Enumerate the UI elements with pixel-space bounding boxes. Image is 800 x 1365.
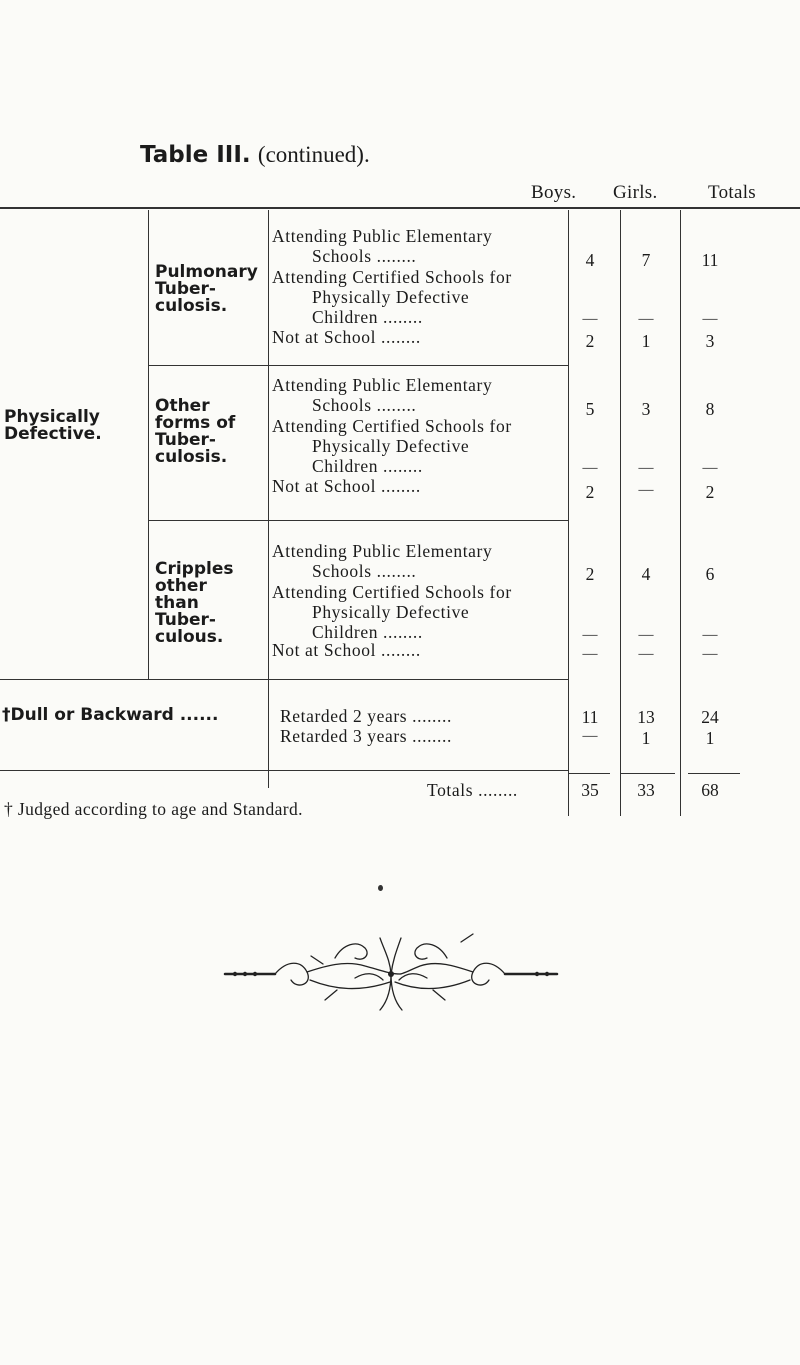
totals-label: Totals ........	[427, 780, 518, 800]
cell-value: 8	[705, 399, 715, 419]
group-label-other-forms	[155, 398, 235, 466]
row-text: Children ........	[312, 622, 423, 642]
cell-value: 4	[641, 564, 651, 584]
cell-value: 1	[641, 728, 651, 748]
group-rule-2	[148, 520, 568, 521]
totals-rule-girls	[620, 773, 675, 774]
row-text: Schools ........	[312, 561, 417, 581]
header-rule	[0, 207, 800, 209]
vertical-rule-rows	[268, 210, 269, 788]
cell-value: —	[638, 311, 654, 327]
footnote: † Judged according to age and Standard.	[4, 799, 303, 819]
row-text: Attending Certified Schools for	[272, 582, 512, 602]
totals-rule-boys	[568, 773, 610, 774]
cell-value: —	[638, 460, 654, 476]
cell-value: 11	[701, 250, 719, 270]
cell-value: 2	[585, 564, 595, 584]
group-label-line: culosis.	[155, 296, 228, 316]
vertical-rule-boys	[568, 210, 569, 816]
cell-value: —	[702, 311, 718, 327]
group-label-line: Other	[155, 396, 210, 416]
table-title-bold: Table III.	[140, 142, 251, 168]
cell-value: —	[638, 482, 654, 498]
group-label-cripples	[155, 561, 234, 646]
cell-value: 2	[705, 482, 715, 502]
group-label-line: Tuber-	[155, 430, 216, 450]
row-text: Not at School ........	[272, 476, 421, 496]
dull-backward-label: †Dull or Backward ......	[2, 705, 219, 725]
cell-value: 24	[701, 707, 719, 727]
table-title-rest: (continued).	[257, 142, 370, 167]
row-text: Retarded 2 years ........	[280, 706, 452, 726]
cell-value: 5	[585, 399, 595, 419]
group-label-pulmonary	[155, 264, 258, 315]
row-text: Attending Public Elementary	[272, 226, 493, 246]
cell-value: 13	[637, 707, 655, 727]
cell-value: 3	[641, 399, 651, 419]
group-label-line: other	[155, 576, 207, 596]
group-rule-1	[148, 365, 568, 366]
cell-value: 7	[641, 250, 651, 270]
row-text: Physically Defective	[312, 436, 470, 456]
cell-value: —	[702, 460, 718, 476]
group-label-line: Tuber-	[155, 610, 216, 630]
cell-value: —	[582, 646, 598, 662]
cell-value: 1	[705, 728, 715, 748]
group-label-line: Pulmonary	[155, 262, 258, 282]
row-text: Attending Public Elementary	[272, 375, 493, 395]
group-label-line: than	[155, 593, 199, 613]
row-text: Schools ........	[312, 395, 417, 415]
outer-group-label-line2: Defective.	[4, 424, 102, 444]
group-label-line: forms of	[155, 413, 236, 433]
cell-value: 4	[585, 250, 595, 270]
group-label-line: Tuber-	[155, 279, 216, 299]
print-dot	[378, 885, 383, 891]
outer-group-label	[4, 409, 102, 443]
total-value: 35	[581, 780, 599, 800]
row-text: Physically Defective	[312, 602, 470, 622]
row-text: Not at School ........	[272, 640, 421, 660]
group-label-line: culous.	[155, 627, 224, 647]
cell-value: —	[638, 627, 654, 643]
dull-bottom-rule	[0, 770, 568, 771]
cell-value: 2	[585, 331, 595, 351]
vertical-rule-girls	[620, 210, 621, 816]
cell-value: —	[702, 627, 718, 643]
vertical-rule-groups	[148, 210, 149, 680]
cell-value: 3	[705, 331, 715, 351]
group-label-line: culosis.	[155, 447, 228, 467]
cell-value: 1	[641, 331, 651, 351]
group-label-line: Cripples	[155, 559, 234, 579]
table-title	[140, 142, 370, 168]
cell-value: 6	[705, 564, 715, 584]
decorative-ornament	[215, 930, 565, 1015]
cell-value: —	[582, 311, 598, 327]
row-text: Retarded 3 years ........	[280, 726, 452, 746]
total-value: 33	[637, 780, 655, 800]
cell-value: —	[582, 627, 598, 643]
row-text: Attending Certified Schools for	[272, 267, 512, 287]
row-text: Physically Defective	[312, 287, 470, 307]
totals-rule-totals	[688, 773, 740, 774]
cell-value: 11	[581, 707, 599, 727]
cell-value: —	[582, 728, 598, 744]
column-header-girls: Girls.	[613, 182, 658, 203]
cell-value: —	[582, 460, 598, 476]
cell-value: 2	[585, 482, 595, 502]
row-text: Attending Public Elementary	[272, 541, 493, 561]
column-header-totals: Totals	[708, 182, 756, 203]
row-text: Children ........	[312, 307, 423, 327]
row-text: Schools ........	[312, 246, 417, 266]
cell-value: —	[638, 646, 654, 662]
column-header-boys: Boys.	[531, 182, 577, 203]
total-value: 68	[701, 780, 719, 800]
vertical-rule-totals	[680, 210, 681, 816]
row-text: Attending Certified Schools for	[272, 416, 512, 436]
row-text: Children ........	[312, 456, 423, 476]
row-text: Not at School ........	[272, 327, 421, 347]
cell-value: —	[702, 646, 718, 662]
dull-top-rule	[0, 679, 568, 680]
outer-group-label-line1: Physically	[4, 407, 100, 427]
